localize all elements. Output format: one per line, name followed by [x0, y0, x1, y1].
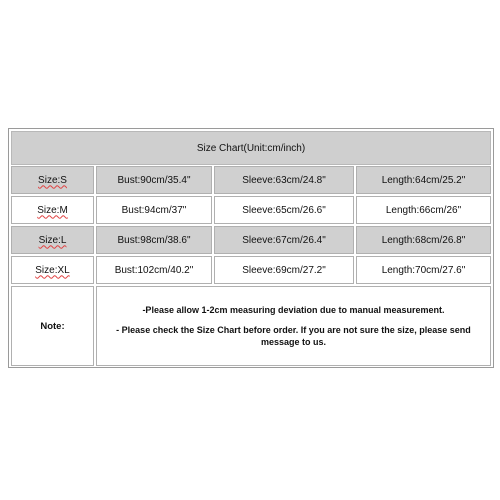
bust-cell-l: Bust:98cm/38.6" [96, 226, 212, 254]
bust-cell-xl: Bust:102cm/40.2" [96, 256, 212, 284]
note-line-2: - Please check the Size Chart before order. If you are not sure the size, please send message to us. [116, 324, 471, 348]
note-line-1: -Please allow 1-2cm measuring deviation due to manual measurement. [142, 304, 445, 315]
length-cell-m: Length:66cm/26" [356, 196, 491, 224]
size-label: Size:XL [35, 264, 70, 276]
bust-cell-s: Bust:90cm/35.4" [96, 166, 212, 194]
sleeve-cell-m: Sleeve:65cm/26.6" [214, 196, 354, 224]
size-label: Size:M [37, 204, 68, 216]
size-cell-s [11, 166, 94, 194]
note-text [96, 286, 491, 366]
bust-cell-m: Bust:94cm/37" [96, 196, 212, 224]
size-chart-title: Size Chart(Unit:cm/inch) [11, 131, 491, 165]
sleeve-cell-s: Sleeve:63cm/24.8" [214, 166, 354, 194]
length-cell-xl: Length:70cm/27.6" [356, 256, 491, 284]
sleeve-cell-xl: Sleeve:69cm/27.2" [214, 256, 354, 284]
size-chart-table [8, 128, 494, 368]
size-label: Size:L [38, 234, 67, 246]
size-cell-l [11, 226, 94, 254]
length-cell-s: Length:64cm/25.2" [356, 166, 491, 194]
sleeve-cell-l: Sleeve:67cm/26.4" [214, 226, 354, 254]
length-cell-l: Length:68cm/26.8" [356, 226, 491, 254]
size-cell-m [11, 196, 94, 224]
size-label: Size:S [38, 174, 67, 186]
size-cell-xl [11, 256, 94, 284]
note-label: Note: [11, 286, 94, 366]
